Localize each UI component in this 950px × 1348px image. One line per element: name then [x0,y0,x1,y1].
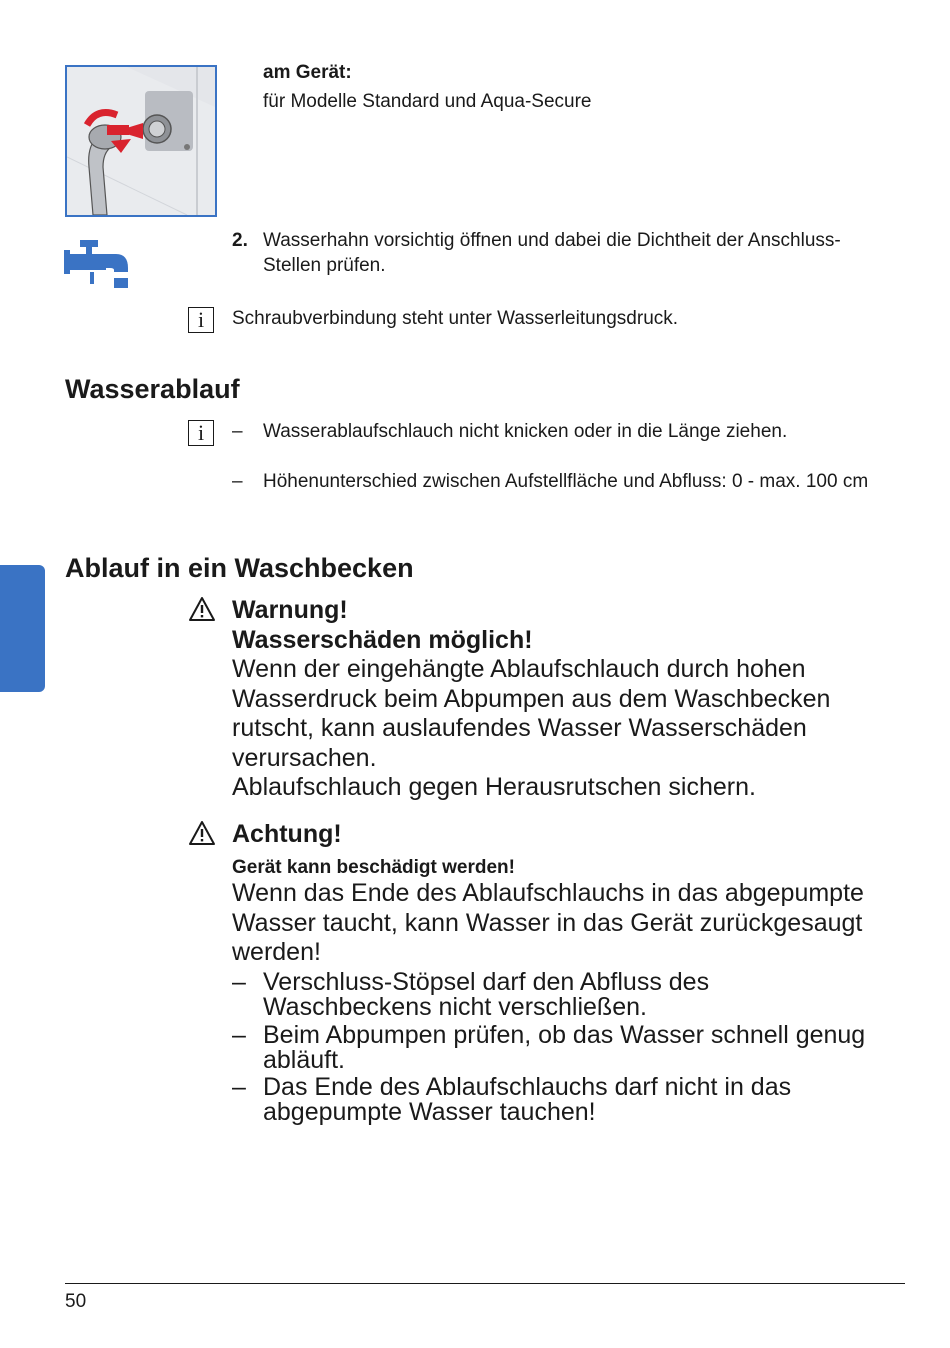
list-item-text: Verschluss-Stöpsel darf den Abfluss des Waschbeckens nicht verschließen. [263,968,710,1021]
device-section-title: am Gerät: [263,62,352,83]
list-dash: – [232,471,243,492]
list-dash: – [232,421,243,442]
list-item-text: Wasserablaufschlauch nicht knicken oder in die Länge ziehen. [263,421,788,442]
caution-subtitle: Gerät kann beschädigt werden! [232,857,515,878]
info-text: Schraubverbindung steht unter Wasserleitungsdruck. [232,308,679,329]
info-icon: i [188,307,214,333]
page-number: 50 [65,1291,87,1312]
warning-triangle-icon [188,596,216,622]
list-item [232,970,892,1022]
list-item [232,419,892,469]
list-item [232,1023,892,1075]
hose-connection-illustration [65,65,217,217]
caution-title: Achtung! [232,820,342,848]
heading-waschbecken: Ablauf in ein Waschbecken [65,553,414,583]
step-text: Wasserhahn vorsichtig öffnen und dabei die Dichtheit der Anschluss-Stellen prüfen. [263,230,841,276]
caution-body: Wenn das Ende des Ablaufschlauchs in das abgepumpte Wasser taucht, kann Wasser in das Gerät zurückgesaugt werden! [232,879,864,966]
list-item [232,1075,892,1127]
list-item [232,469,892,519]
device-section-subtitle: für Modelle Standard und Aqua-Secure [263,91,592,112]
warning-title: Warnung! [232,596,348,624]
list-item-text: Beim Abpumpen prüfen, ob das Wasser schnell genug abläuft. [263,1021,866,1074]
list-dash: – [232,1073,246,1101]
warning-action: Ablaufschlauch gegen Herausrutschen sichern. [232,773,756,801]
list-dash: – [232,1021,246,1049]
info-icon: i [188,420,214,446]
chapter-tab [0,565,45,692]
list-item-text: Das Ende des Ablaufschlauchs darf nicht in das abgepumpte Wasser tauchen! [263,1073,792,1126]
list-item-text: Höhenunterschied zwischen Aufstellfläche und Abfluss: 0 - max. 100 cm [263,471,869,492]
list-dash: – [232,968,246,996]
warning-body: Wenn der eingehängte Ablaufschlauch durch hohen Wasserdruck beim Abpumpen aus dem Waschbecken rutscht, kann auslaufendes Wasser Wasserschäden verursachen. [232,655,831,772]
warning-subtitle: Wasserschäden möglich! [232,626,533,654]
footer-divider [65,1283,905,1284]
step-number: 2. [232,230,248,251]
heading-wasserablauf: Wasserablauf [65,374,240,404]
caution-triangle-icon [188,820,216,846]
faucet-icon [64,240,130,290]
